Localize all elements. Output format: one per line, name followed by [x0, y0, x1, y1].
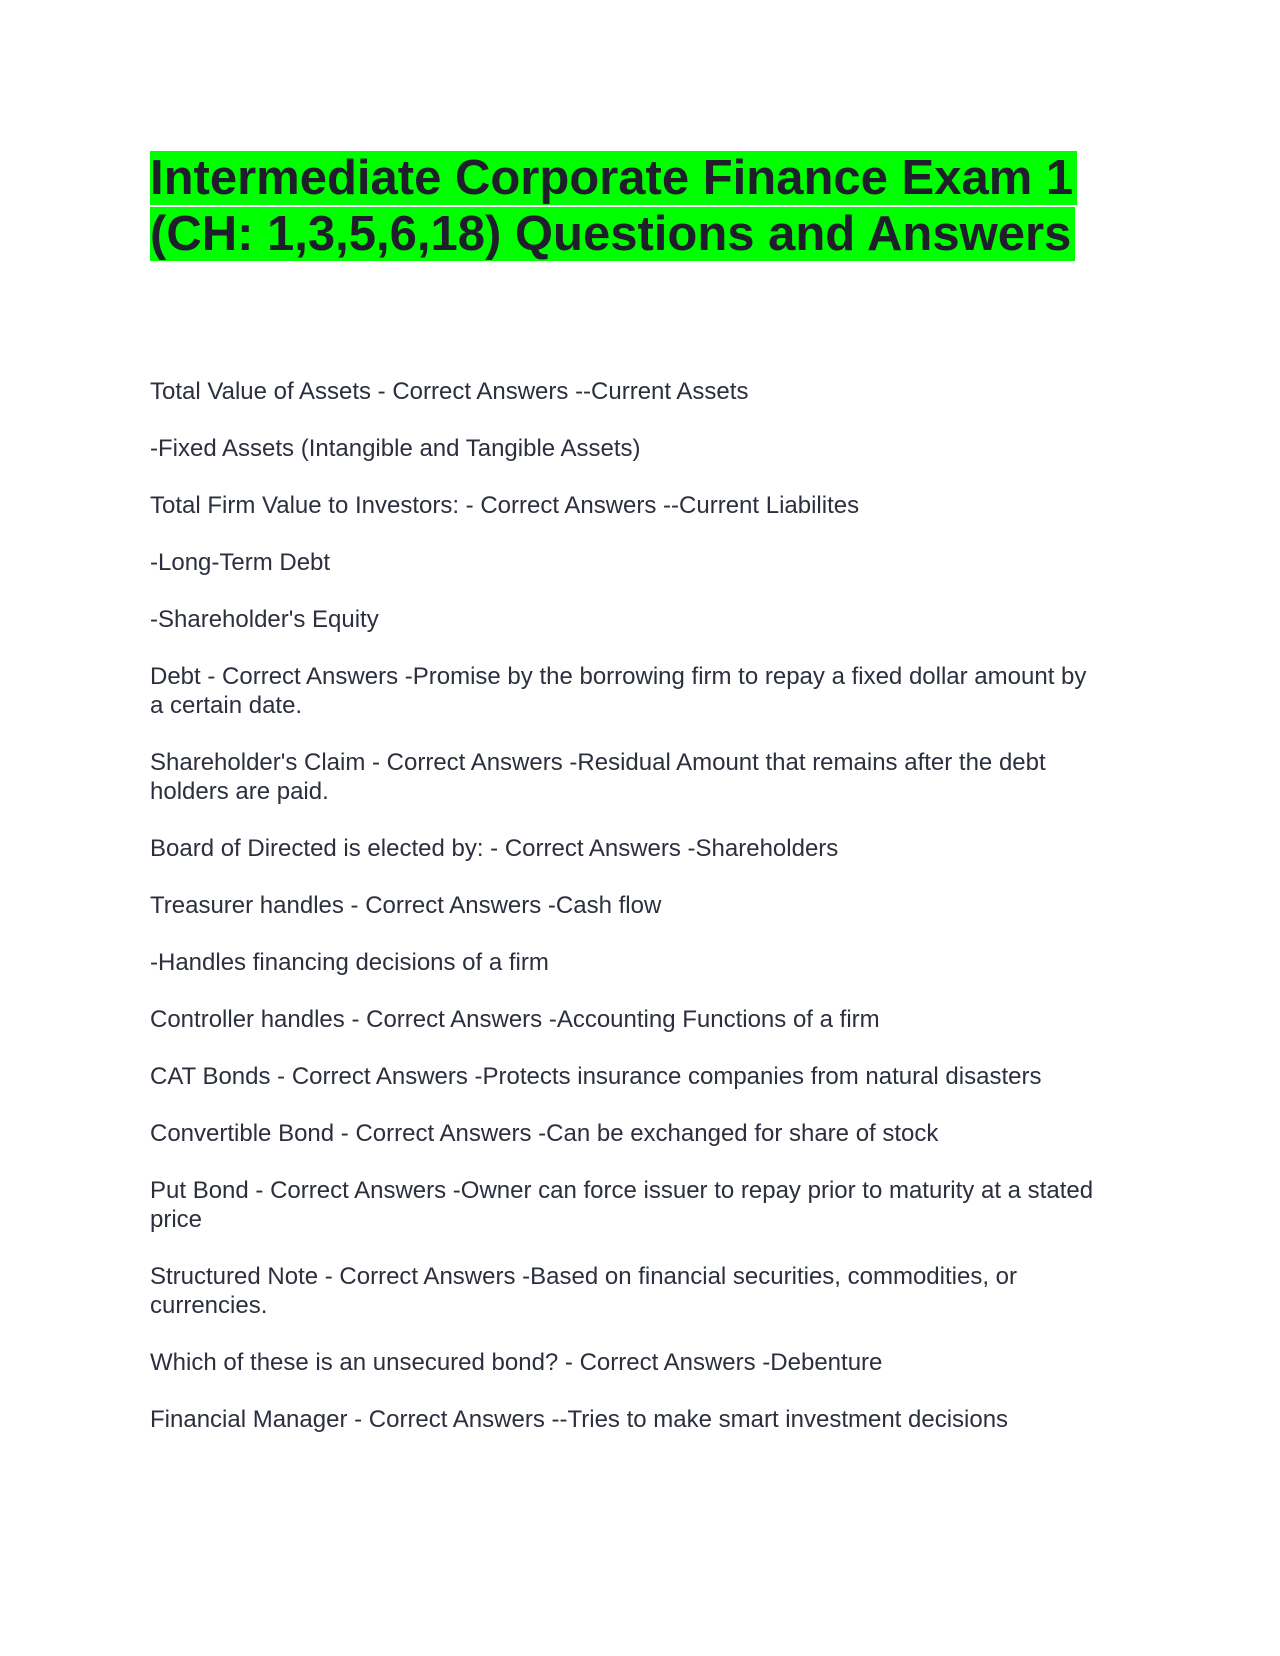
qa-paragraph: -Fixed Assets (Intangible and Tangible Assets): [150, 435, 641, 462]
qa-paragraph: Which of these is an unsecured bond? - Correct Answers -Debenture: [150, 1349, 883, 1376]
qa-paragraph: Controller handles - Correct Answers -Accounting Functions of a firm: [150, 1006, 880, 1033]
qa-paragraph: Total Firm Value to Investors: - Correct Answers --Current Liabilites: [150, 492, 860, 519]
qa-paragraph: -Shareholder's Equity: [150, 606, 379, 633]
qa-paragraph: Put Bond - Correct Answers -Owner can force issuer to repay prior to maturity at a stated price: [150, 1177, 1094, 1233]
qa-paragraph: -Long-Term Debt: [150, 549, 331, 576]
qa-content: [150, 377, 1105, 1462]
qa-paragraph: Board of Directed is elected by: - Correct Answers -Shareholders: [150, 835, 839, 862]
qa-paragraph: Treasurer handles - Correct Answers -Cash flow: [150, 892, 662, 919]
title-block: [150, 150, 1110, 262]
qa-paragraph: Shareholder's Claim - Correct Answers -Residual Amount that remains after the debt holders are paid.: [150, 749, 1046, 805]
qa-paragraph: Financial Manager - Correct Answers --Tries to make smart investment decisions: [150, 1406, 1009, 1433]
title-line-2: (CH: 1,3,5,6,18) Questions and Answers: [150, 207, 1075, 261]
qa-paragraph: Structured Note - Correct Answers -Based on financial securities, commodities, or currencies.: [150, 1263, 1018, 1319]
document-title: [150, 150, 1110, 262]
title-line-1: Intermediate Corporate Finance Exam 1: [150, 151, 1077, 205]
qa-paragraph: -Handles financing decisions of a firm: [150, 949, 549, 976]
qa-paragraph: Debt - Correct Answers -Promise by the borrowing firm to repay a fixed dollar amount by a certain date.: [150, 663, 1087, 719]
qa-paragraph: Convertible Bond - Correct Answers -Can be exchanged for share of stock: [150, 1120, 939, 1147]
qa-paragraph: Total Value of Assets - Correct Answers --Current Assets: [150, 378, 749, 405]
qa-paragraph: CAT Bonds - Correct Answers -Protects insurance companies from natural disasters: [150, 1063, 1042, 1090]
